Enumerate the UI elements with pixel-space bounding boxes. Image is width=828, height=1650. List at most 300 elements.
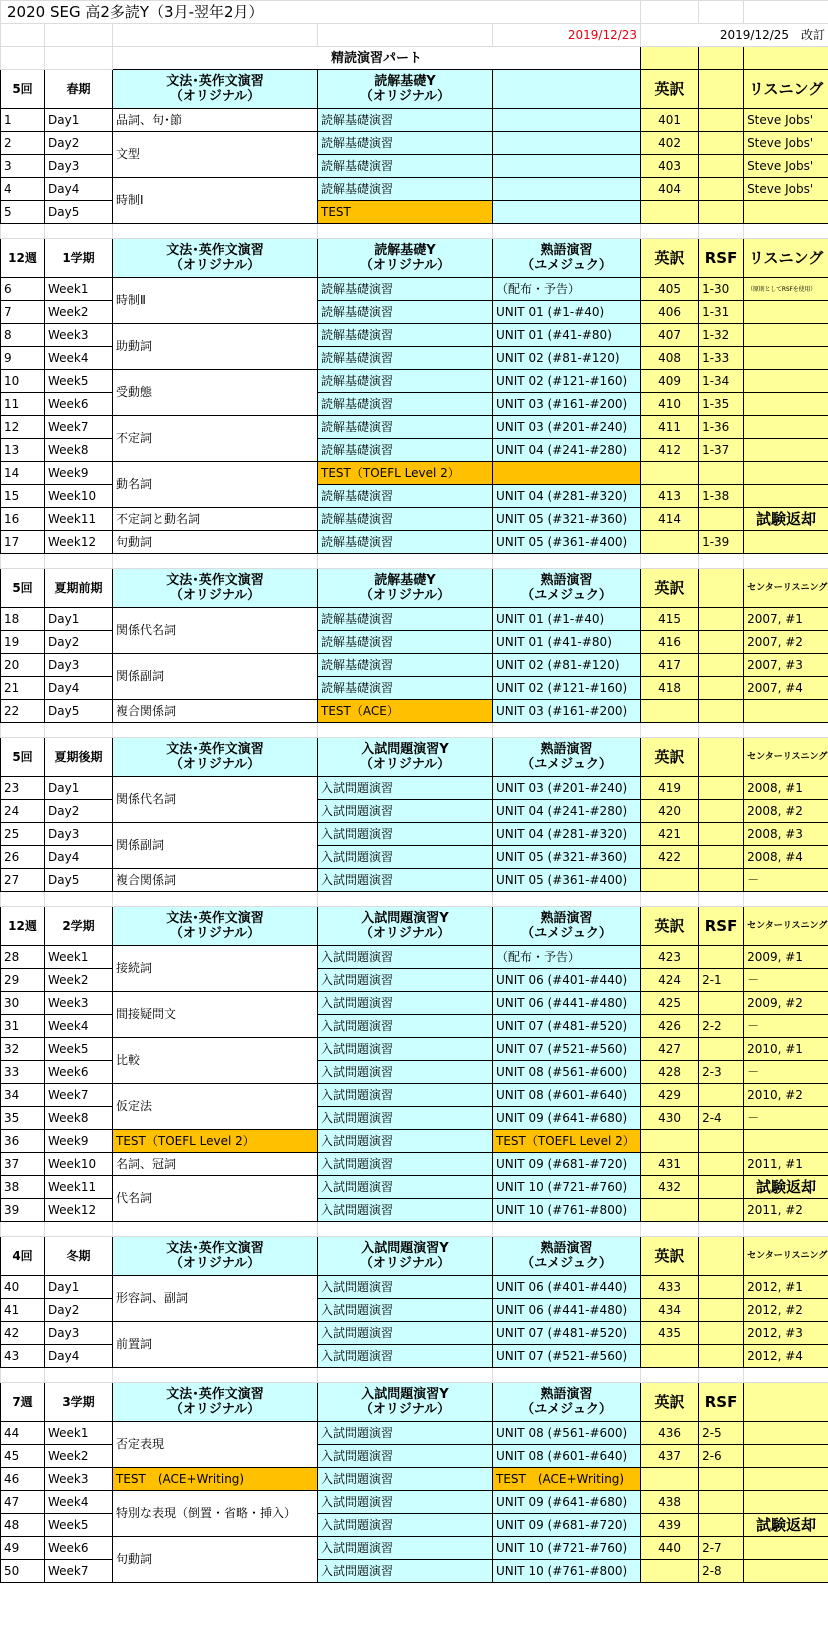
- translation-cell: 403: [641, 155, 699, 178]
- reading-cell: TEST: [318, 201, 493, 224]
- header-rsf: RSF: [699, 907, 744, 946]
- listening-cell: 試験返却: [744, 1176, 828, 1199]
- lesson-number: 23: [1, 777, 45, 800]
- rsf-cell: [699, 178, 744, 201]
- reading-cell: 入試問題演習: [318, 1176, 493, 1199]
- listening-cell: 2012, #2: [744, 1299, 828, 1322]
- listening-cell: [744, 1130, 828, 1153]
- rsf-cell: [699, 155, 744, 178]
- listening-cell: 2007, #3: [744, 654, 828, 677]
- translation-cell: 439: [641, 1514, 699, 1537]
- lesson-number: 24: [1, 800, 45, 823]
- table-row: [1, 109, 828, 132]
- spacer-row: [1, 224, 828, 239]
- lesson-number: 40: [1, 1276, 45, 1299]
- grammar-topic: 形容詞、副詞: [113, 1276, 318, 1322]
- lesson-week: Week4: [45, 1491, 113, 1514]
- listening-cell: [744, 393, 828, 416]
- part-header-row: [1, 47, 828, 70]
- translation-cell: 424: [641, 969, 699, 992]
- listening-cell: [744, 1560, 828, 1583]
- lesson-number: 28: [1, 946, 45, 969]
- idiom-cell: [493, 109, 641, 132]
- listening-cell: 2009, #2: [744, 992, 828, 1015]
- listening-cell: 2008, #1: [744, 777, 828, 800]
- translation-cell: 411: [641, 416, 699, 439]
- lesson-week: Day3: [45, 654, 113, 677]
- reading-cell: 入試問題演習: [318, 846, 493, 869]
- date-row: [1, 24, 828, 47]
- rsf-cell: [699, 201, 744, 224]
- rsf-cell: [699, 677, 744, 700]
- table-row: [1, 1322, 828, 1345]
- reading-cell: 読解基礎演習: [318, 155, 493, 178]
- listening-cell: [744, 485, 828, 508]
- spacer-row: [1, 892, 828, 907]
- header-rsf: [699, 70, 744, 109]
- idiom-cell: UNIT 06 (#401-#440): [493, 969, 641, 992]
- reading-cell: TEST（ACE）: [318, 700, 493, 723]
- translation-cell: 428: [641, 1061, 699, 1084]
- listening-cell: －: [744, 1015, 828, 1038]
- lesson-number: 3: [1, 155, 45, 178]
- lesson-week: Week2: [45, 1445, 113, 1468]
- translation-cell: 430: [641, 1107, 699, 1130]
- rsf-cell: [699, 700, 744, 723]
- reading-cell: 入試問題演習: [318, 823, 493, 846]
- lesson-number: 49: [1, 1537, 45, 1560]
- listening-cell: [744, 201, 828, 224]
- lesson-number: 41: [1, 1299, 45, 1322]
- translation-cell: 423: [641, 946, 699, 969]
- listening-cell: [744, 1422, 828, 1445]
- lesson-week: Day3: [45, 823, 113, 846]
- reading-cell: 読解基礎演習: [318, 439, 493, 462]
- reading-cell: 読解基礎演習: [318, 178, 493, 201]
- idiom-cell: [493, 201, 641, 224]
- header-reading: 入試問題演習Y （オリジナル）: [318, 907, 493, 946]
- table-row: [1, 370, 828, 393]
- lesson-week: Week1: [45, 1422, 113, 1445]
- header-rsf: [699, 569, 744, 608]
- reading-cell: 入試問題演習: [318, 1537, 493, 1560]
- rsf-cell: [699, 1345, 744, 1368]
- grammar-topic: 接続詞: [113, 946, 318, 992]
- table-row: [1, 1468, 828, 1491]
- rsf-cell: [699, 1176, 744, 1199]
- spacer-row: [1, 1222, 828, 1237]
- grammar-topic: 特別な表現（倒置・省略・挿入）: [113, 1491, 318, 1537]
- lesson-week: Day2: [45, 800, 113, 823]
- table-row: [1, 278, 828, 301]
- listening-cell: [744, 700, 828, 723]
- lesson-number: 44: [1, 1422, 45, 1445]
- reading-cell: 入試問題演習: [318, 1130, 493, 1153]
- idiom-cell: UNIT 04 (#241-#280): [493, 800, 641, 823]
- lesson-week: Day4: [45, 178, 113, 201]
- idiom-cell: UNIT 03 (#161-#200): [493, 700, 641, 723]
- lesson-week: Week12: [45, 531, 113, 554]
- reading-cell: 読解基礎演習: [318, 508, 493, 531]
- lesson-week: Day2: [45, 132, 113, 155]
- lesson-week: Day4: [45, 677, 113, 700]
- header-grammar: 文法･英作文演習 （オリジナル）: [113, 569, 318, 608]
- lesson-week: Week5: [45, 1038, 113, 1061]
- lesson-week: Day5: [45, 201, 113, 224]
- idiom-cell: UNIT 01 (#41-#80): [493, 324, 641, 347]
- lesson-number: 29: [1, 969, 45, 992]
- block-count: 7週: [1, 1383, 45, 1422]
- table-row: [1, 1176, 828, 1199]
- idiom-cell: UNIT 05 (#321-#360): [493, 508, 641, 531]
- lesson-week: Week7: [45, 1560, 113, 1583]
- idiom-cell: UNIT 10 (#761-#800): [493, 1560, 641, 1583]
- translation-cell: [641, 531, 699, 554]
- translation-cell: 405: [641, 278, 699, 301]
- translation-cell: 414: [641, 508, 699, 531]
- idiom-cell: UNIT 07 (#521-#560): [493, 1038, 641, 1061]
- table-row: [1, 132, 828, 155]
- grammar-topic: 仮定法: [113, 1084, 318, 1130]
- lesson-week: Week6: [45, 1061, 113, 1084]
- header-idiom: 熟語演習 （ユメジュク）: [493, 738, 641, 777]
- listening-cell: 2007, #4: [744, 677, 828, 700]
- grammar-topic: 不定詞: [113, 416, 318, 462]
- rsf-cell: 2-1: [699, 969, 744, 992]
- header-translation: 英訳: [641, 907, 699, 946]
- rsf-cell: [699, 800, 744, 823]
- header-reading: 入試問題演習Y （オリジナル）: [318, 1237, 493, 1276]
- spacer-row: [1, 723, 828, 738]
- translation-cell: [641, 201, 699, 224]
- reading-cell: 入試問題演習: [318, 1276, 493, 1299]
- rsf-cell: [699, 1199, 744, 1222]
- idiom-cell: UNIT 06 (#441-#480): [493, 1299, 641, 1322]
- sheet-title: 2020 SEG 高2多読Y（3月-翌年2月）: [1, 1, 641, 24]
- block-term: 夏期前期: [45, 569, 113, 608]
- listening-cell: －: [744, 969, 828, 992]
- header-listening: リスニング: [744, 239, 828, 278]
- rsf-cell: 2-4: [699, 1107, 744, 1130]
- idiom-cell: UNIT 10 (#721-#760): [493, 1176, 641, 1199]
- reading-cell: 入試問題演習: [318, 800, 493, 823]
- block-term: 1学期: [45, 239, 113, 278]
- table-row: [1, 178, 828, 201]
- rsf-cell: [699, 869, 744, 892]
- idiom-cell: UNIT 02 (#81-#120): [493, 347, 641, 370]
- rsf-cell: 1-31: [699, 301, 744, 324]
- table-row: [1, 777, 828, 800]
- lesson-week: Week4: [45, 1015, 113, 1038]
- listening-cell: 2011, #2: [744, 1199, 828, 1222]
- grammar-topic: 関係代名詞: [113, 777, 318, 823]
- translation-cell: [641, 462, 699, 485]
- lesson-number: 15: [1, 485, 45, 508]
- idiom-cell: （配布・予告）: [493, 946, 641, 969]
- idiom-cell: [493, 132, 641, 155]
- translation-cell: 417: [641, 654, 699, 677]
- lesson-week: Week1: [45, 946, 113, 969]
- lesson-week: Week12: [45, 1199, 113, 1222]
- rsf-cell: 2-6: [699, 1445, 744, 1468]
- header-listening: [744, 1383, 828, 1422]
- table-row: [1, 869, 828, 892]
- date-red: 2019/12/23: [493, 24, 641, 47]
- rsf-cell: [699, 631, 744, 654]
- grammar-topic: 文型: [113, 132, 318, 178]
- table-row: [1, 416, 828, 439]
- grammar-topic: 句動詞: [113, 1537, 318, 1583]
- lesson-number: 33: [1, 1061, 45, 1084]
- listening-cell: 2012, #4: [744, 1345, 828, 1368]
- rsf-cell: [699, 777, 744, 800]
- lesson-week: Week6: [45, 393, 113, 416]
- translation-cell: 413: [641, 485, 699, 508]
- lesson-number: 26: [1, 846, 45, 869]
- header-rsf: RSF: [699, 239, 744, 278]
- lesson-number: 25: [1, 823, 45, 846]
- block-term: 3学期: [45, 1383, 113, 1422]
- block-count: 4回: [1, 1237, 45, 1276]
- table-row: [1, 654, 828, 677]
- reading-cell: 入試問題演習: [318, 1422, 493, 1445]
- translation-cell: 437: [641, 1445, 699, 1468]
- lesson-week: Week2: [45, 969, 113, 992]
- idiom-cell: UNIT 02 (#121-#160): [493, 370, 641, 393]
- idiom-cell: UNIT 04 (#281-#320): [493, 485, 641, 508]
- idiom-cell: UNIT 07 (#521-#560): [493, 1345, 641, 1368]
- lesson-week: Day4: [45, 1345, 113, 1368]
- lesson-week: Day2: [45, 1299, 113, 1322]
- rsf-cell: [699, 1130, 744, 1153]
- listening-cell: 2012, #3: [744, 1322, 828, 1345]
- listening-cell: Steve Jobs': [744, 132, 828, 155]
- rsf-cell: [699, 1038, 744, 1061]
- lesson-week: Day2: [45, 631, 113, 654]
- idiom-cell: UNIT 01 (#41-#80): [493, 631, 641, 654]
- lesson-number: 42: [1, 1322, 45, 1345]
- header-listening: センターリスニング: [744, 1237, 828, 1276]
- translation-cell: 408: [641, 347, 699, 370]
- header-listening: センターリスニング: [744, 738, 828, 777]
- date-revised: 2019/12/25 改訂: [641, 24, 828, 47]
- lesson-number: 13: [1, 439, 45, 462]
- listening-cell: 試験返却: [744, 1514, 828, 1537]
- lesson-number: 36: [1, 1130, 45, 1153]
- rsf-cell: [699, 508, 744, 531]
- translation-cell: 422: [641, 846, 699, 869]
- translation-cell: 426: [641, 1015, 699, 1038]
- translation-cell: [641, 1560, 699, 1583]
- grammar-topic: 句動詞: [113, 531, 318, 554]
- grammar-topic: 時制Ⅱ: [113, 278, 318, 324]
- translation-cell: 436: [641, 1422, 699, 1445]
- listening-cell: －: [744, 1107, 828, 1130]
- header-idiom: [493, 70, 641, 109]
- lesson-week: Week2: [45, 301, 113, 324]
- idiom-cell: UNIT 03 (#161-#200): [493, 393, 641, 416]
- table-row: [1, 531, 828, 554]
- lesson-number: 9: [1, 347, 45, 370]
- lesson-week: Day5: [45, 869, 113, 892]
- reading-cell: 入試問題演習: [318, 1061, 493, 1084]
- block-term: 冬期: [45, 1237, 113, 1276]
- lesson-number: 34: [1, 1084, 45, 1107]
- listening-cell: Steve Jobs': [744, 155, 828, 178]
- table-row: [1, 700, 828, 723]
- lesson-week: Week6: [45, 1537, 113, 1560]
- grammar-topic: 助動詞: [113, 324, 318, 370]
- rsf-cell: 1-37: [699, 439, 744, 462]
- idiom-cell: UNIT 04 (#281-#320): [493, 823, 641, 846]
- header-translation: 英訳: [641, 1237, 699, 1276]
- spacer-row: [1, 1368, 828, 1383]
- block-count: 12週: [1, 239, 45, 278]
- idiom-cell: UNIT 08 (#601-#640): [493, 1445, 641, 1468]
- idiom-cell: [493, 155, 641, 178]
- rsf-cell: 2-3: [699, 1061, 744, 1084]
- header-translation: 英訳: [641, 1383, 699, 1422]
- lesson-week: Week7: [45, 416, 113, 439]
- reading-cell: 入試問題演習: [318, 1015, 493, 1038]
- block-term: 夏期後期: [45, 738, 113, 777]
- header-translation: 英訳: [641, 738, 699, 777]
- block-header-row: [1, 738, 828, 777]
- idiom-cell: UNIT 08 (#601-#640): [493, 1084, 641, 1107]
- listening-cell: 2007, #2: [744, 631, 828, 654]
- lesson-number: 14: [1, 462, 45, 485]
- rsf-cell: [699, 608, 744, 631]
- listening-cell: 2007, #1: [744, 608, 828, 631]
- grammar-topic: 複合関係詞: [113, 869, 318, 892]
- idiom-cell: UNIT 08 (#561-#600): [493, 1422, 641, 1445]
- lesson-number: 39: [1, 1199, 45, 1222]
- idiom-cell: UNIT 05 (#361-#400): [493, 531, 641, 554]
- table-row: [1, 324, 828, 347]
- translation-cell: [641, 1345, 699, 1368]
- lesson-week: Week8: [45, 439, 113, 462]
- table-row: [1, 946, 828, 969]
- block-header-row: [1, 569, 828, 608]
- translation-cell: 421: [641, 823, 699, 846]
- lesson-number: 38: [1, 1176, 45, 1199]
- reading-cell: 読解基礎演習: [318, 301, 493, 324]
- rsf-cell: [699, 1491, 744, 1514]
- reading-cell: 読解基礎演習: [318, 393, 493, 416]
- lesson-number: 6: [1, 278, 45, 301]
- rsf-cell: 2-8: [699, 1560, 744, 1583]
- reading-cell: 入試問題演習: [318, 969, 493, 992]
- header-grammar: 文法･英作文演習 （オリジナル）: [113, 70, 318, 109]
- translation-cell: 434: [641, 1299, 699, 1322]
- rsf-cell: [699, 846, 744, 869]
- lesson-number: 5: [1, 201, 45, 224]
- header-listening: センターリスニング: [744, 569, 828, 608]
- grammar-topic: 不定詞と動名詞: [113, 508, 318, 531]
- idiom-cell: （配布・予告）: [493, 278, 641, 301]
- block-count: 12週: [1, 907, 45, 946]
- translation-cell: 406: [641, 301, 699, 324]
- lesson-week: Week3: [45, 1468, 113, 1491]
- grammar-topic: 代名詞: [113, 1176, 318, 1222]
- reading-cell: 入試問題演習: [318, 1038, 493, 1061]
- idiom-cell: UNIT 10 (#761-#800): [493, 1199, 641, 1222]
- listening-cell: －: [744, 1061, 828, 1084]
- header-reading: 読解基礎Y （オリジナル）: [318, 70, 493, 109]
- lesson-week: Week9: [45, 1130, 113, 1153]
- reading-cell: TEST（TOEFL Level 2）: [318, 462, 493, 485]
- spacer-row: [1, 554, 828, 569]
- idiom-cell: UNIT 06 (#441-#480): [493, 992, 641, 1015]
- lesson-number: 45: [1, 1445, 45, 1468]
- listening-cell: 2011, #1: [744, 1153, 828, 1176]
- table-row: [1, 1038, 828, 1061]
- rsf-cell: 1-39: [699, 531, 744, 554]
- reading-cell: 入試問題演習: [318, 1199, 493, 1222]
- translation-cell: [641, 1130, 699, 1153]
- lesson-week: Week9: [45, 462, 113, 485]
- lesson-week: Day1: [45, 109, 113, 132]
- grammar-topic: 間接疑問文: [113, 992, 318, 1038]
- reading-cell: 入試問題演習: [318, 1345, 493, 1368]
- rsf-cell: [699, 462, 744, 485]
- listening-cell: 2012, #1: [744, 1276, 828, 1299]
- idiom-cell: UNIT 09 (#641-#680): [493, 1491, 641, 1514]
- rsf-cell: [699, 1514, 744, 1537]
- idiom-cell: UNIT 02 (#81-#120): [493, 654, 641, 677]
- listening-cell: 試験返却: [744, 508, 828, 531]
- lesson-number: 1: [1, 109, 45, 132]
- lesson-number: 47: [1, 1491, 45, 1514]
- listening-cell: [744, 324, 828, 347]
- lesson-week: Week4: [45, 347, 113, 370]
- idiom-cell: UNIT 02 (#121-#160): [493, 677, 641, 700]
- listening-cell: 2010, #1: [744, 1038, 828, 1061]
- rsf-cell: 1-30: [699, 278, 744, 301]
- idiom-cell: UNIT 06 (#401-#440): [493, 1276, 641, 1299]
- header-idiom: 熟語演習 （ユメジュク）: [493, 1383, 641, 1422]
- idiom-cell: UNIT 09 (#681-#720): [493, 1514, 641, 1537]
- rsf-cell: 1-36: [699, 416, 744, 439]
- header-grammar: 文法･英作文演習 （オリジナル）: [113, 239, 318, 278]
- listening-cell: Steve Jobs': [744, 109, 828, 132]
- grammar-topic: 品詞、句･節: [113, 109, 318, 132]
- header-rsf: [699, 1237, 744, 1276]
- idiom-cell: [493, 462, 641, 485]
- reading-cell: 読解基礎演習: [318, 109, 493, 132]
- reading-cell: 入試問題演習: [318, 1445, 493, 1468]
- lesson-week: Week1: [45, 278, 113, 301]
- header-translation: 英訳: [641, 239, 699, 278]
- block-header-row: [1, 1237, 828, 1276]
- lesson-week: Week10: [45, 485, 113, 508]
- listening-cell: （原則としてRSFを使用）: [744, 278, 828, 301]
- header-reading: 入試問題演習Y （オリジナル）: [318, 1383, 493, 1422]
- idiom-cell: UNIT 03 (#201-#240): [493, 416, 641, 439]
- reading-cell: 入試問題演習: [318, 1084, 493, 1107]
- idiom-cell: UNIT 01 (#1-#40): [493, 301, 641, 324]
- lesson-number: 43: [1, 1345, 45, 1368]
- translation-cell: 435: [641, 1322, 699, 1345]
- grammar-topic: TEST (ACE+Writing): [113, 1468, 318, 1491]
- lesson-week: Week10: [45, 1153, 113, 1176]
- listening-cell: [744, 370, 828, 393]
- lesson-week: Week11: [45, 1176, 113, 1199]
- lesson-number: 46: [1, 1468, 45, 1491]
- translation-cell: 420: [641, 800, 699, 823]
- translation-cell: [641, 1468, 699, 1491]
- rsf-cell: 1-38: [699, 485, 744, 508]
